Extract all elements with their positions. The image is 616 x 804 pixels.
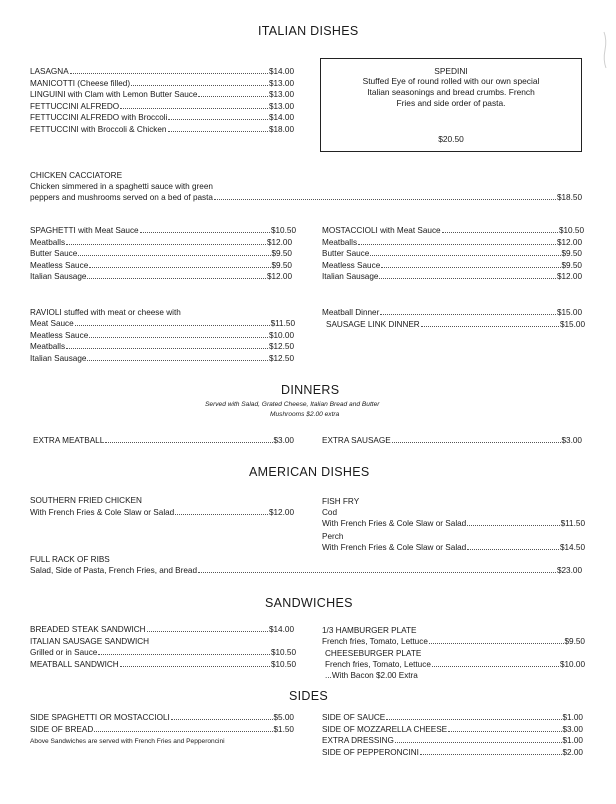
item-name: Grilled or in Sauce bbox=[30, 648, 98, 657]
item-price: $11.50 bbox=[560, 519, 585, 528]
scan-edge-mark bbox=[596, 30, 614, 70]
leader-dots bbox=[66, 238, 266, 245]
item-price: $9.50 bbox=[564, 637, 585, 646]
southern-chicken-title: SOUTHERN FRIED CHICKEN bbox=[30, 496, 142, 505]
leader-dots bbox=[358, 238, 556, 245]
ravioli-title: RAVIOLI stuffed with meat or cheese with bbox=[30, 308, 181, 317]
item-price: $3.00 bbox=[273, 436, 294, 445]
item-price: $1.00 bbox=[562, 736, 583, 745]
menu-item-cheeseburger bbox=[325, 659, 585, 671]
item-price: $9.50 bbox=[561, 249, 582, 258]
item-name: French fries, Tomato, Lettuce bbox=[322, 637, 428, 646]
item-name: SIDE SPAGHETTI OR MOSTACCIOLI bbox=[30, 713, 170, 722]
item-name: Meatballs bbox=[30, 237, 66, 247]
leader-dots bbox=[429, 637, 564, 644]
leader-dots bbox=[380, 308, 556, 315]
sandwiches-heading: SANDWICHES bbox=[265, 596, 353, 610]
item-price: $14.50 bbox=[559, 543, 585, 552]
item-price: $10.00 bbox=[268, 330, 294, 340]
menu-item-linguini bbox=[30, 89, 294, 101]
sausage-sandwich-title: ITALIAN SAUSAGE SANDWICH bbox=[30, 637, 150, 646]
item-name: MOSTACCIOLI with Meat Sauce bbox=[322, 226, 441, 235]
item-name: Butter Sauce bbox=[30, 249, 78, 258]
cacciatore-line bbox=[30, 192, 582, 204]
menu-item-spaghetti-meatless bbox=[30, 260, 292, 272]
menu-item-ravioli-meat bbox=[30, 318, 295, 330]
leader-dots bbox=[140, 226, 270, 233]
leader-dots bbox=[467, 519, 559, 526]
leader-dots bbox=[87, 354, 268, 361]
fish-fry-title: FISH FRY bbox=[322, 497, 360, 506]
dinners-heading: DINNERS bbox=[281, 383, 340, 397]
menu-item-southern-chicken bbox=[30, 507, 294, 519]
menu-item-side-mozzarella bbox=[322, 724, 583, 736]
leader-dots bbox=[370, 249, 560, 256]
leader-dots bbox=[66, 342, 268, 349]
item-name: SIDE OF MOZZARELLA CHEESE bbox=[322, 724, 448, 734]
item-name: LASAGNA bbox=[30, 67, 69, 76]
item-price: $12.50 bbox=[268, 342, 294, 351]
item-price: $12.00 bbox=[556, 272, 582, 281]
menu-item-side-sauce bbox=[322, 712, 583, 724]
item-name: BREADED STEAK SANDWICH bbox=[30, 625, 146, 634]
item-price: $2.00 bbox=[562, 747, 583, 757]
fish-fry-cod: Cod bbox=[322, 508, 338, 517]
leader-dots bbox=[168, 125, 268, 132]
item-price: $1.00 bbox=[562, 713, 583, 722]
menu-item-mostaccioli-butter bbox=[322, 248, 582, 260]
spedini-box bbox=[320, 58, 582, 152]
leader-dots bbox=[381, 261, 560, 268]
hamburger-title: 1/3 HAMBURGER PLATE bbox=[322, 626, 417, 635]
leader-dots bbox=[421, 320, 559, 327]
item-name: Meat Sauce bbox=[30, 319, 74, 328]
leader-dots bbox=[198, 566, 556, 573]
menu-item-mostaccioli-meatless bbox=[322, 260, 582, 272]
item-name: Meatless Sauce bbox=[30, 260, 89, 270]
item-name: SAUSAGE LINK DINNER bbox=[326, 319, 420, 329]
item-name: With French Fries & Cole Slaw or Salad bbox=[322, 519, 467, 528]
item-name: MANICOTTI (Cheese filled) bbox=[30, 78, 131, 88]
leader-dots bbox=[89, 261, 270, 268]
leader-dots bbox=[120, 660, 270, 667]
fish-fry-perch: Perch bbox=[322, 532, 344, 541]
leader-dots bbox=[94, 725, 272, 732]
item-price: $14.00 bbox=[268, 113, 294, 122]
item-price: $3.00 bbox=[561, 436, 582, 445]
item-price: $10.50 bbox=[270, 648, 296, 657]
menu-item-steak-sandwich bbox=[30, 624, 294, 636]
item-price: $14.00 bbox=[268, 67, 294, 76]
menu-item-sausage-link-dinner bbox=[326, 319, 585, 331]
american-dishes-heading: AMERICAN DISHES bbox=[249, 465, 370, 479]
spedini-desc-line-3: Fries and side order of pasta. bbox=[396, 98, 506, 108]
item-name: MEATBALL SANDWICH bbox=[30, 659, 119, 669]
menu-item-manicotti bbox=[30, 78, 294, 90]
leader-dots bbox=[198, 90, 268, 97]
item-name: Meatball Dinner bbox=[322, 308, 380, 317]
item-name: Meatless Sauce bbox=[30, 330, 89, 340]
item-price: $10.50 bbox=[270, 659, 296, 669]
item-price: $18.00 bbox=[268, 124, 294, 134]
item-name: EXTRA DRESSING bbox=[322, 736, 394, 745]
spedini-price: $20.50 bbox=[438, 134, 464, 144]
leader-dots bbox=[147, 625, 268, 632]
item-name: SIDE OF SAUCE bbox=[322, 713, 386, 722]
item-name: FETTUCCINI ALFREDO bbox=[30, 101, 120, 111]
menu-item-spaghetti-sausage bbox=[30, 271, 292, 283]
item-price: $3.00 bbox=[562, 724, 583, 734]
menu-item-hamburger bbox=[322, 636, 585, 648]
item-price: $12.00 bbox=[266, 272, 292, 281]
leader-dots bbox=[379, 272, 556, 279]
item-name: peppers and mushrooms served on a bed of pasta bbox=[30, 193, 213, 202]
item-price: $13.00 bbox=[268, 101, 294, 111]
item-price: $10.00 bbox=[559, 660, 585, 669]
cacciatore-desc-1: Chicken simmered in a spaghetti sauce with green bbox=[30, 182, 213, 191]
item-name: With French Fries & Cole Slaw or Salad bbox=[322, 543, 467, 552]
item-name: With French Fries & Cole Slaw or Salad bbox=[30, 508, 175, 517]
menu-item-cod bbox=[322, 518, 585, 530]
menu-item-side-spaghetti bbox=[30, 712, 294, 724]
item-name: SIDE OF PEPPERONCINI bbox=[322, 747, 419, 757]
leader-dots bbox=[131, 79, 268, 86]
menu-item-side-pepperoncini bbox=[322, 747, 583, 759]
menu-item-meatball-sandwich bbox=[30, 659, 296, 671]
spedini-desc-line-2: Italian seasonings and bread crumbs. French bbox=[367, 87, 535, 97]
leader-dots bbox=[467, 543, 559, 550]
item-price: $12.00 bbox=[556, 237, 582, 247]
menu-item-fettuccini-broccoli bbox=[30, 112, 294, 124]
item-price: $10.50 bbox=[270, 226, 296, 235]
item-name: Meatballs bbox=[30, 342, 66, 351]
ribs-title: FULL RACK OF RIBS bbox=[30, 555, 110, 564]
spedini-title: SPEDINI bbox=[434, 66, 468, 76]
bacon-extra: ...With Bacon $2.00 Extra bbox=[325, 671, 418, 680]
menu-item-mostaccioli-sausage bbox=[322, 271, 582, 283]
leader-dots bbox=[175, 508, 268, 515]
menu-item-fettuccini-alfredo bbox=[30, 101, 294, 113]
leader-dots bbox=[105, 436, 272, 443]
menu-item-extra-sausage bbox=[322, 435, 582, 447]
item-price: $15.00 bbox=[556, 308, 582, 317]
leader-dots bbox=[168, 113, 268, 120]
menu-item-ravioli-meatballs bbox=[30, 341, 294, 353]
italian-dishes-heading: ITALIAN DISHES bbox=[258, 24, 359, 38]
item-price: $9.50 bbox=[271, 249, 292, 258]
item-price: $9.50 bbox=[561, 260, 582, 270]
menu-item-spaghetti-meatballs bbox=[30, 237, 292, 249]
sides-heading: SIDES bbox=[289, 689, 329, 703]
menu-item-spaghetti bbox=[30, 225, 296, 237]
leader-dots bbox=[392, 436, 561, 443]
leader-dots bbox=[171, 713, 273, 720]
item-price: $5.00 bbox=[273, 713, 294, 722]
item-price: $18.50 bbox=[556, 193, 582, 202]
spedini-desc-line-1: Stuffed Eye of round rolled with our own special bbox=[362, 76, 540, 86]
menu-item-fettuccini-chicken bbox=[30, 124, 294, 136]
item-name: EXTRA SAUSAGE bbox=[322, 436, 391, 445]
leader-dots bbox=[89, 331, 268, 338]
item-price: $12.50 bbox=[268, 353, 294, 363]
item-name: SPAGHETTI with Meat Sauce bbox=[30, 226, 139, 235]
item-name: Italian Sausage bbox=[322, 272, 379, 281]
leader-dots bbox=[98, 648, 270, 655]
item-name: French fries, Tomato, Lettuce bbox=[325, 660, 431, 669]
item-price: $23.00 bbox=[556, 566, 582, 575]
leader-dots bbox=[214, 193, 556, 200]
menu-item-extra-meatball bbox=[33, 435, 294, 447]
item-price: $12.00 bbox=[266, 237, 292, 247]
leader-dots bbox=[395, 736, 562, 743]
item-name: Salad, Side of Pasta, French Fries, and Bread bbox=[30, 566, 198, 575]
leader-dots bbox=[386, 713, 561, 720]
leader-dots bbox=[75, 319, 270, 326]
item-name: FETTUCCINI with Broccoli & Chicken bbox=[30, 124, 167, 134]
menu-item-spaghetti-butter bbox=[30, 248, 292, 260]
menu-item-ravioli-sausage bbox=[30, 353, 294, 365]
item-price: $11.50 bbox=[270, 319, 295, 328]
item-name: Butter Sauce bbox=[322, 249, 370, 258]
item-name: Italian Sausage bbox=[30, 353, 87, 363]
leader-dots bbox=[87, 272, 266, 279]
leader-dots bbox=[120, 102, 268, 109]
item-name: SIDE OF BREAD bbox=[30, 724, 94, 734]
menu-item-perch bbox=[322, 542, 585, 554]
item-price: $13.00 bbox=[268, 90, 294, 99]
item-price: $14.00 bbox=[268, 625, 294, 634]
item-name: Italian Sausage bbox=[30, 272, 87, 281]
leader-dots bbox=[420, 748, 562, 755]
item-name: Meatless Sauce bbox=[322, 260, 381, 270]
leader-dots bbox=[78, 249, 270, 256]
menu-item-mostaccioli bbox=[322, 225, 584, 237]
item-name: FETTUCCINI ALFREDO with Broccoli bbox=[30, 113, 168, 122]
menu-item-ravioli-meatless bbox=[30, 330, 294, 342]
leader-dots bbox=[432, 660, 559, 667]
menu-item-extra-dressing bbox=[322, 735, 583, 747]
menu-item-lasagna bbox=[30, 66, 294, 78]
cacciatore-title: CHICKEN CACCIATORE bbox=[30, 171, 123, 180]
item-name: EXTRA MEATBALL bbox=[33, 436, 105, 445]
cheeseburger-title: CHEESEBURGER PLATE bbox=[325, 649, 422, 658]
menu-item-meatball-dinner bbox=[322, 307, 582, 319]
item-price: $13.00 bbox=[268, 78, 294, 88]
dinners-note-1: Served with Salad, Grated Cheese, Italian Bread and Butter bbox=[205, 401, 380, 408]
item-price: $1.50 bbox=[273, 724, 294, 734]
leader-dots bbox=[448, 725, 561, 732]
dinners-note-2: Mushrooms $2.00 extra bbox=[270, 411, 340, 418]
menu-item-mostaccioli-meatballs bbox=[322, 237, 582, 249]
item-price: $9.50 bbox=[271, 260, 292, 270]
item-price: $10.50 bbox=[558, 226, 584, 235]
item-price: $12.00 bbox=[268, 508, 294, 517]
sandwich-note: Above Sandwiches are served with French Fries and Pepperoncini bbox=[30, 738, 225, 745]
item-price: $15.00 bbox=[559, 319, 585, 329]
leader-dots bbox=[442, 226, 558, 233]
menu-item-side-bread bbox=[30, 724, 294, 736]
item-name: LINGUINI with Clam with Lemon Butter Sauce bbox=[30, 90, 198, 99]
leader-dots bbox=[70, 67, 268, 74]
menu-item-sausage-sandwich bbox=[30, 647, 296, 659]
menu-item-ribs bbox=[30, 565, 582, 577]
item-name: Meatballs bbox=[322, 237, 358, 247]
